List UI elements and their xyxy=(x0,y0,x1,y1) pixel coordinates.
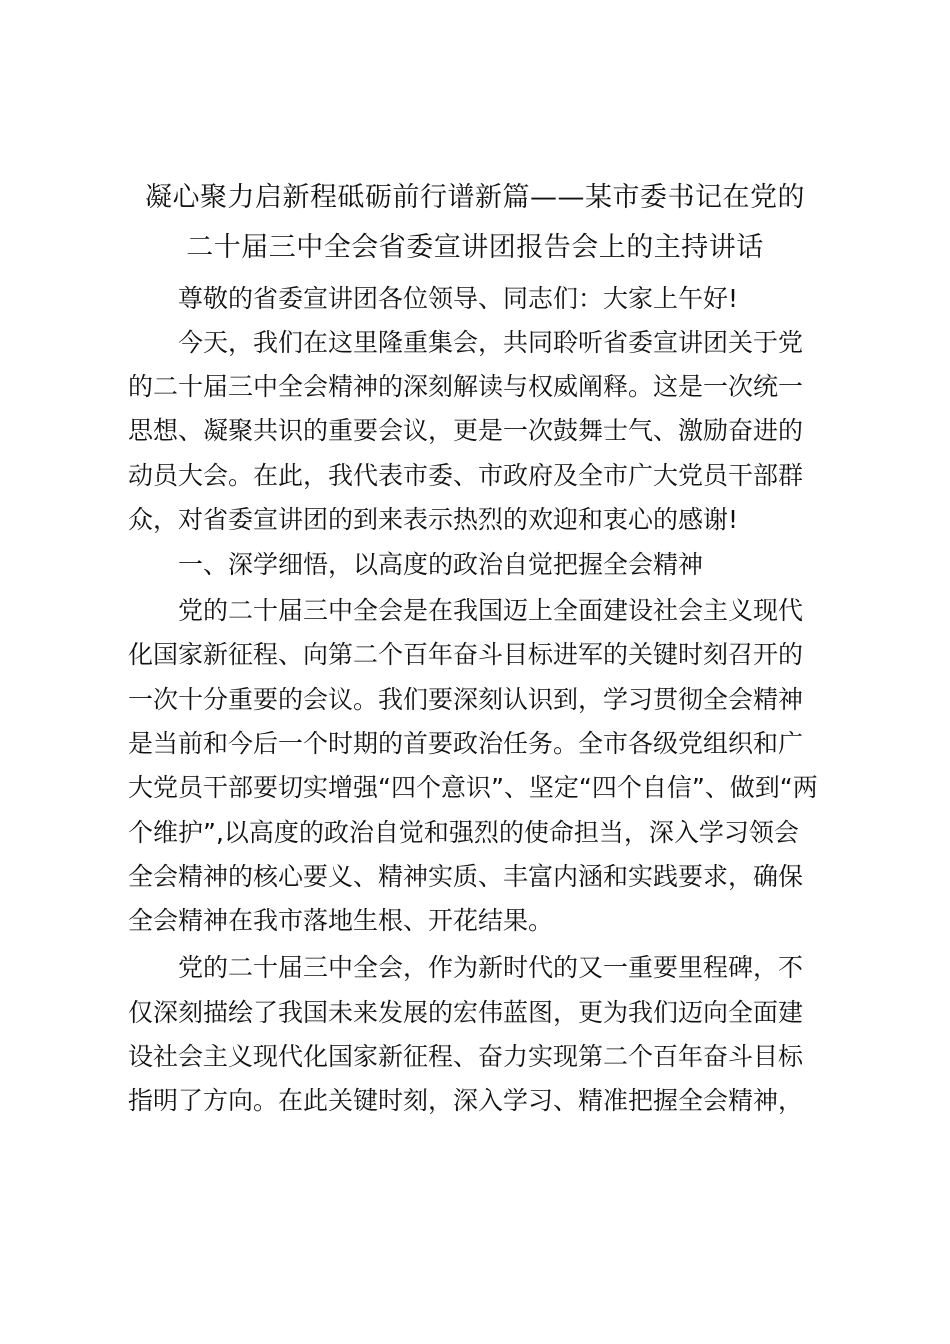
paragraph-2-line: 全会精神在我市落地生根、开花结果。 xyxy=(128,906,554,935)
paragraph-1-line: 思想、凝聚共识的重要会议，更是一次鼓舞士气、激励奋进的 xyxy=(128,416,804,445)
paragraph-2-line: 党的二十届三中全会是在我国迈上全面建设社会主义现代 xyxy=(178,596,804,625)
paragraph-3-line: 仅深刻描绘了我国未来发展的宏伟蓝图，更为我们迈向全面建 xyxy=(128,998,804,1027)
paragraph-2-line: 大党员干部要切实增强“四个意识”、坚定“四个自信”、做到“两 xyxy=(128,773,818,802)
paragraph-2-line: 全会精神的核心要义、精神实质、丰富内涵和实践要求，确保 xyxy=(128,862,804,891)
paragraph-3-line: 指明了方向。在此关键时刻，深入学习、精准把握全会精神， xyxy=(128,1086,804,1115)
greeting-line: 尊敬的省委宣讲团各位领导、同志们：大家上午好! xyxy=(178,284,739,313)
paragraph-1-line: 的二十届三中全会精神的深刻解读与权威阐释。这是一次统一 xyxy=(128,372,804,401)
paragraph-3-line: 党的二十届三中全会，作为新时代的又一重要里程碑，不 xyxy=(178,953,804,982)
paragraph-1-line: 众，对省委宣讲团的到来表示热烈的欢迎和衷心的感谢! xyxy=(128,505,739,534)
paragraph-2-line: 一次十分重要的会议。我们要深刻认识到，学习贯彻全会精神 xyxy=(128,685,804,714)
section-heading: 一、深学细悟，以高度的政治自觉把握全会精神 xyxy=(178,550,704,579)
paragraph-3-line: 设社会主义现代化国家新征程、奋力实现第二个百年奋斗目标 xyxy=(128,1042,804,1071)
document-title-line-2: 二十届三中全会省委宣讲团报告会上的主持讲话 xyxy=(186,232,764,263)
paragraph-2-line: 化国家新征程、向第二个百年奋斗目标进军的关键时刻召开的 xyxy=(128,640,804,669)
paragraph-1-line: 今天，我们在这里隆重集会，共同聆听省委宣讲团关于党 xyxy=(178,328,804,357)
paragraph-1-line: 动员大会。在此，我代表市委、市政府及全市广大党员干部群 xyxy=(128,461,804,490)
document-title-line-1: 凝心聚力启新程砥砺前行谱新篇——某市委书记在党的 xyxy=(145,182,805,213)
paragraph-2-line: 是当前和今后一个时期的首要政治任务。全市各级党组织和广 xyxy=(128,729,804,758)
paragraph-2-line: 个维护”,以高度的政治自觉和强烈的使命担当，深入学习领会 xyxy=(128,818,799,847)
